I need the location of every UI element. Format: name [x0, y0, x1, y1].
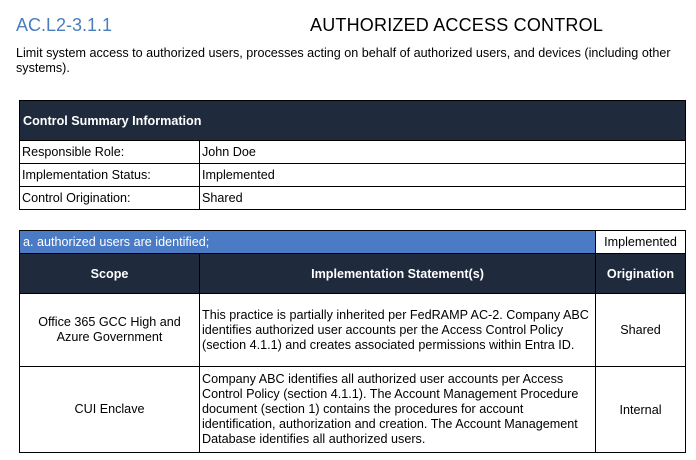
scope-cell: CUI Enclave: [20, 367, 200, 453]
requirement-table: [19, 230, 686, 453]
summary-value: Shared: [200, 187, 686, 210]
table-row: [20, 367, 686, 453]
origination-cell: Internal: [596, 367, 686, 453]
column-header-origination: Origination: [596, 254, 686, 294]
summary-label: Control Origination:: [20, 187, 200, 210]
summary-label: Implementation Status:: [20, 164, 200, 187]
origination-cell: Shared: [596, 294, 686, 367]
control-id: AC.L2-3.1.1: [16, 15, 113, 35]
summary-heading: Control Summary Information: [20, 101, 686, 141]
column-header-statement: Implementation Statement(s): [200, 254, 596, 294]
summary-row-implementation-status: [20, 164, 686, 187]
control-title: AUTHORIZED ACCESS CONTROL: [310, 15, 604, 35]
requirement-row: [20, 231, 686, 254]
requirement-status: Implemented: [596, 231, 686, 254]
summary-row-responsible-role: [20, 141, 686, 164]
column-header-scope: Scope: [20, 254, 200, 294]
control-summary-table: [19, 100, 686, 210]
requirement-column-header-row: [20, 254, 686, 294]
summary-value: John Doe: [200, 141, 686, 164]
scope-cell: Office 365 GCC High and Azure Government: [20, 294, 200, 367]
summary-label: Responsible Role:: [20, 141, 200, 164]
requirement-text: a. authorized users are identified;: [20, 231, 596, 254]
summary-value: Implemented: [200, 164, 686, 187]
summary-header-row: [20, 101, 686, 141]
table-row: [20, 294, 686, 367]
summary-row-control-origination: [20, 187, 686, 210]
control-description: Limit system access to authorized users, processes acting on behalf of authorized users, and devices (including other systems).: [16, 46, 671, 75]
statement-cell: This practice is partially inherited per FedRAMP AC-2. Company ABC identifies authorized user accounts per the Access Control Policy (section 4.1.1) and creates associated permissions within Entra ID.: [200, 294, 596, 367]
statement-cell: Company ABC identifies all authorized user accounts per Access Control Policy (section 4.1.1). The Account Management Procedure document (section 1) contains the procedures for account identification, authorization and creation. The Account Management Database identifies all authorized users.: [200, 367, 596, 453]
